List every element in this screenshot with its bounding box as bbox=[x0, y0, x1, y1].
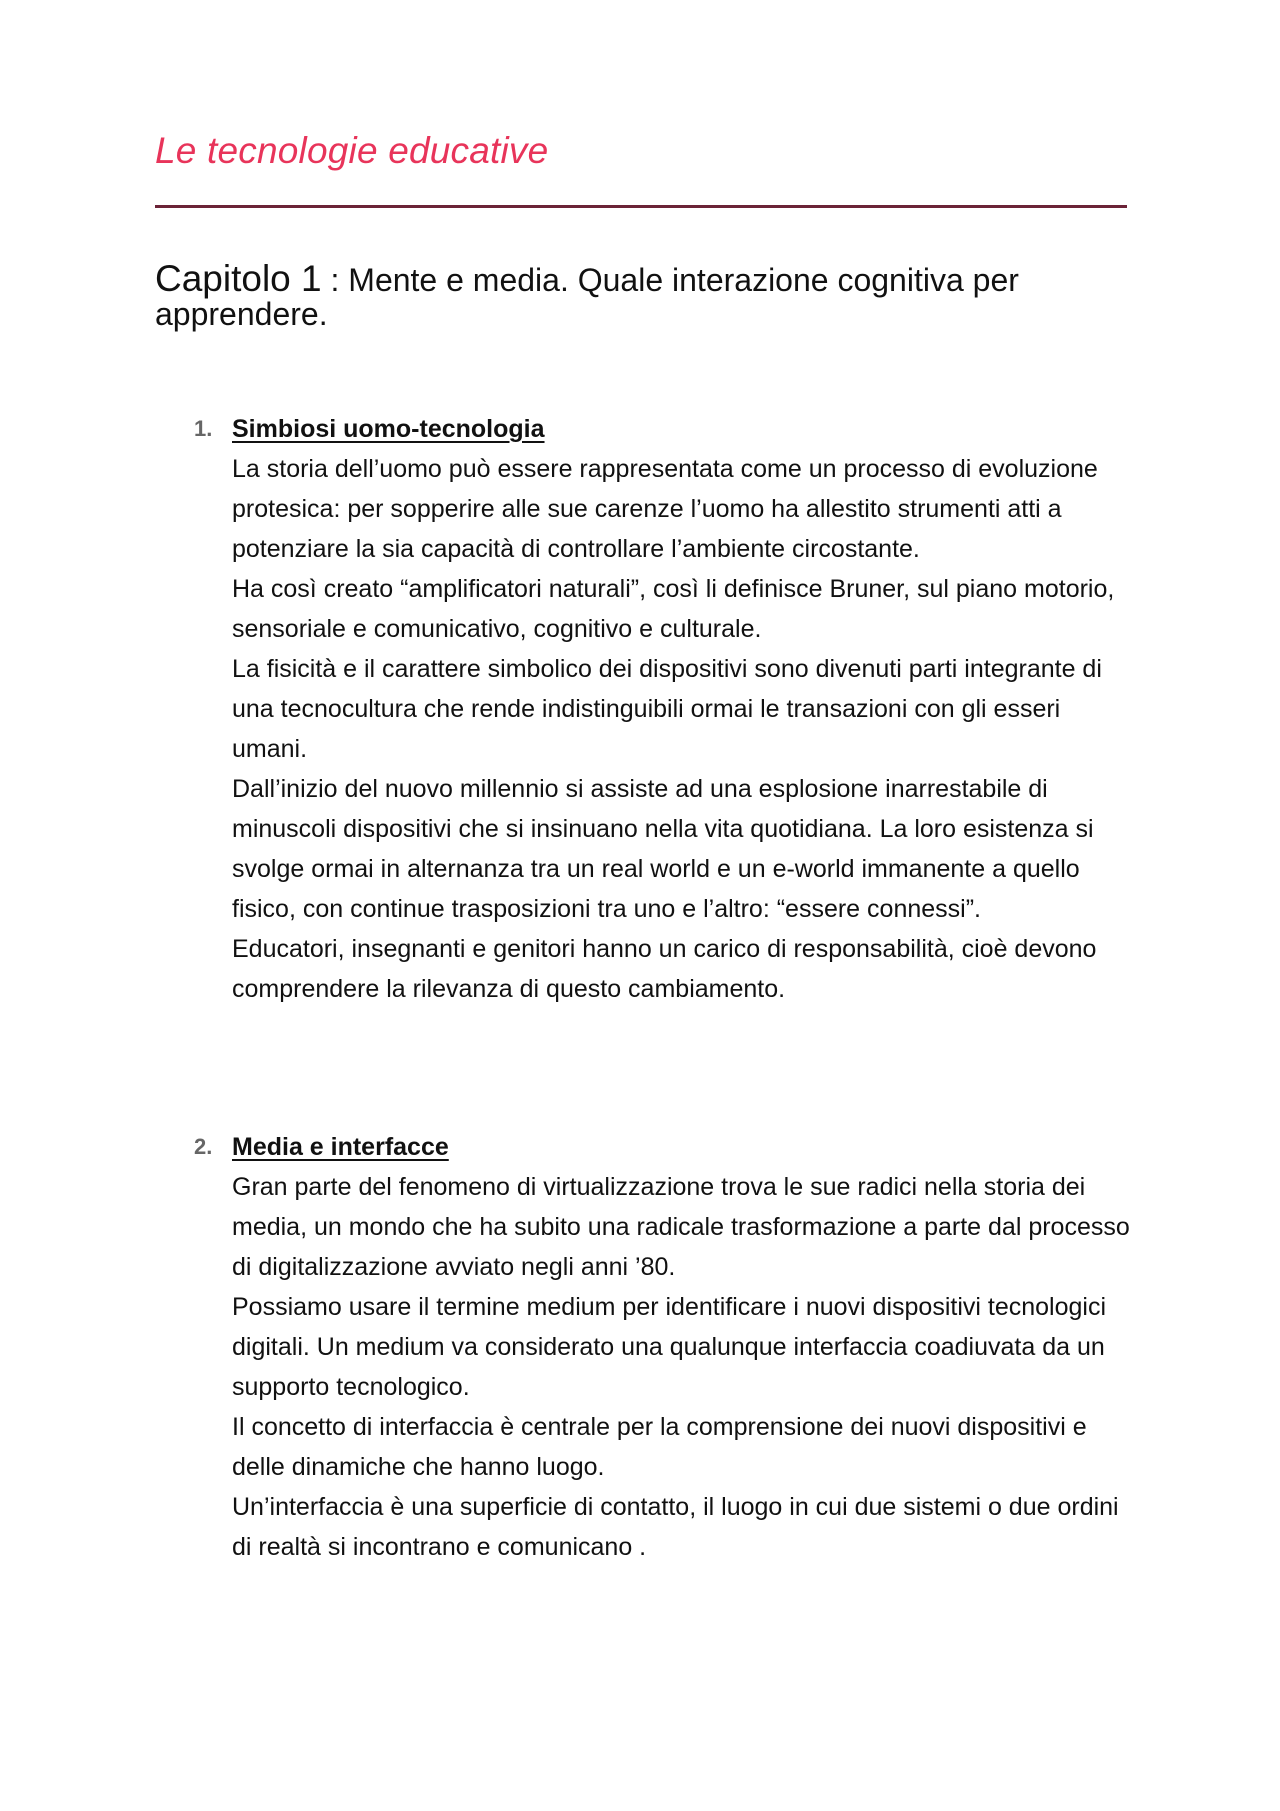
paragraph: La fisicità e il carattere simbolico dei dispositivi sono divenuti parti integrante di una tecnocultura che rende indistinguibili ormai le transazioni con gli esseri umani. bbox=[232, 655, 1102, 763]
paragraph: La storia dell’uomo può essere rappresentata come un processo di evoluzione protesica: per sopperire alle sue carenze l’uomo ha allestito strumenti atti a potenziare la sia capacità di controllare l’ambiente circostante. bbox=[232, 455, 1098, 563]
section-media-interfacce bbox=[194, 1127, 1137, 1567]
section-body bbox=[232, 449, 1137, 1009]
chapter-heading bbox=[155, 258, 1135, 332]
chapter-subtitle: : Mente e media. Quale interazione cognitiva per apprendere. bbox=[155, 262, 1019, 332]
title-divider bbox=[155, 205, 1127, 208]
paragraph: Ha così creato “amplificatori naturali”, così li definisce Bruner, sul piano motorio, sensoriale e comunicativo, cognitivo e culturale. bbox=[232, 575, 1115, 643]
paragraph: Dall’inizio del nuovo millennio si assiste ad una esplosione inarrestabile di minuscoli dispositivi che si insinuano nella vita quotidiana. La loro esistenza si svolge ormai in alternanza tra un real world e un e-world immanente a quello fisico, con continue trasposizioni tra uno e l’altro: “essere connessi”. bbox=[232, 775, 1094, 923]
paragraph: Educatori, insegnanti e genitori hanno un carico di responsabilità, cioè devono comprendere la rilevanza di questo cambiamento. bbox=[232, 935, 1097, 1003]
section-heading: Media e interfacce bbox=[232, 1133, 449, 1161]
paragraph: Un’interfaccia è una superficie di contatto, il luogo in cui due sistemi o due ordini di realtà si incontrano e comunicano . bbox=[232, 1493, 1119, 1561]
document-title: Le tecnologie educative bbox=[155, 130, 549, 171]
paragraph: Possiamo usare il termine medium per identificare i nuovi dispositivi tecnologici digitali. Un medium va considerato una qualunque interfaccia coadiuvata da un supporto tecnologico. bbox=[232, 1293, 1106, 1401]
paragraph: Il concetto di interfaccia è centrale per la comprensione dei nuovi dispositivi e delle dinamiche che hanno luogo. bbox=[232, 1413, 1087, 1481]
chapter-number: Capitolo 1 bbox=[155, 258, 322, 299]
section-number: 2. bbox=[194, 1134, 213, 1159]
paragraph: Gran parte del fenomeno di virtualizzazione trova le sue radici nella storia dei media, un mondo che ha subito una radicale trasformazione a parte dal processo di digitalizzazione avviato negli anni ’80. bbox=[232, 1173, 1130, 1281]
section-heading: Simbiosi uomo-tecnologia bbox=[232, 415, 545, 443]
section-simbiosi bbox=[194, 409, 1137, 1009]
section-number: 1. bbox=[194, 416, 213, 441]
section-body bbox=[232, 1167, 1137, 1567]
